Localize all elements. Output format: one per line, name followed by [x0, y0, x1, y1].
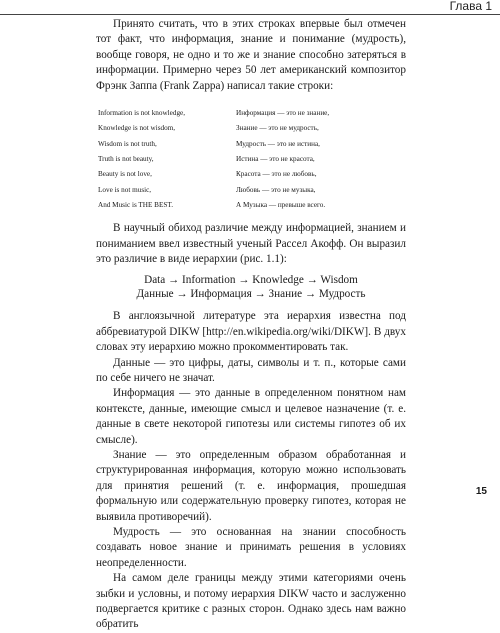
poem-english: [98, 106, 236, 213]
closing-paragraph: На самом деле границы между этими категориями очень зыбки и условны, и потому иерархия DIKW часто и заслуженно подвергается критике с разных сторон. Однако здесь нам важно обратить: [96, 572, 406, 631]
poem-line: Knowledge is not wisdom,: [98, 124, 176, 133]
hierarchy-english: Data → Information → Knowledge → Wisdom: [144, 274, 358, 287]
poem-russian: [236, 106, 329, 213]
poem-line: Истина — это не красота,: [236, 154, 315, 163]
poem-line: Wisdom is not truth,: [98, 139, 157, 148]
poem-line: Красота — это не любовь,: [236, 170, 317, 179]
data-definition: Данные — это цифры, даты, символы и т. п., которые сами по себе ничего не значат.: [96, 356, 406, 384]
chapter-label: Глава 1: [449, 0, 492, 13]
dikw-paragraph: В англоязычной литературе эта иерархия известна под аббревиатурой DIKW [http://en.wikipedia.org/wiki/DIKW]. В двух словах эту иерархию можно прокомментировать так.: [96, 310, 406, 354]
ackoff-paragraph: В научный обиход различие между информацией, знанием и пониманием ввел известный ученый Рассел Акофф. Он выразил это различие в виде иерархии (рис. 1.1):: [96, 222, 406, 265]
running-header: [0, 0, 500, 15]
poem-line: Truth is not beauty,: [98, 154, 154, 163]
poem-line: Information is not knowledge,: [98, 109, 186, 118]
poem-line: And Music is THE BEST.: [98, 200, 174, 209]
poem-line: Любовь — это не музыка,: [236, 185, 316, 194]
poem-line: Знание — это не мудрость,: [236, 124, 319, 133]
knowledge-definition: Знание — это определенным образом обработанная и структурированная информация, которую можно использовать для принятия решений (т. е. информация, прошедшая формальную или содержательную проверку гипотез, которая не выявила противоречий).: [96, 448, 406, 523]
intro-paragraph: Принято считать, что в этих строках впервые был отмечен тот факт, что информация, знание и понимание (мудрость), вообще говоря, не одно и то же и знание способно затеряться в информации. Примерно через 50 лет американский композитор Фрэнк Заппа (Frank Zappa) написал такие строки:: [96, 18, 406, 92]
page-number: 15: [475, 486, 487, 497]
poem-line: Love is not music,: [98, 185, 152, 194]
poem-line: Информация — это не знание,: [236, 109, 330, 118]
dikw-hierarchy: [96, 273, 406, 301]
poem-line: Beauty is not love,: [98, 170, 152, 179]
hierarchy-russian: Данные → Информация → Знание → Мудрость: [136, 288, 366, 301]
poem-line: А Музыка — превыше всего.: [236, 200, 326, 209]
poem-line: Мудрость — это не истина,: [236, 139, 320, 148]
information-definition: Информация — это данные в определенном понятном нам контексте, данные, имеющие смысл и целевое назначение (т. е. данные в свете некоторой гипотезы или системы гипотез об их смысле).: [96, 387, 406, 446]
page-body: [96, 17, 406, 633]
poem-block: [98, 106, 406, 213]
wisdom-definition: Мудрость — это основанная на знании способность создавать новое знание и принимать решения в условиях неопределенности.: [96, 526, 406, 569]
